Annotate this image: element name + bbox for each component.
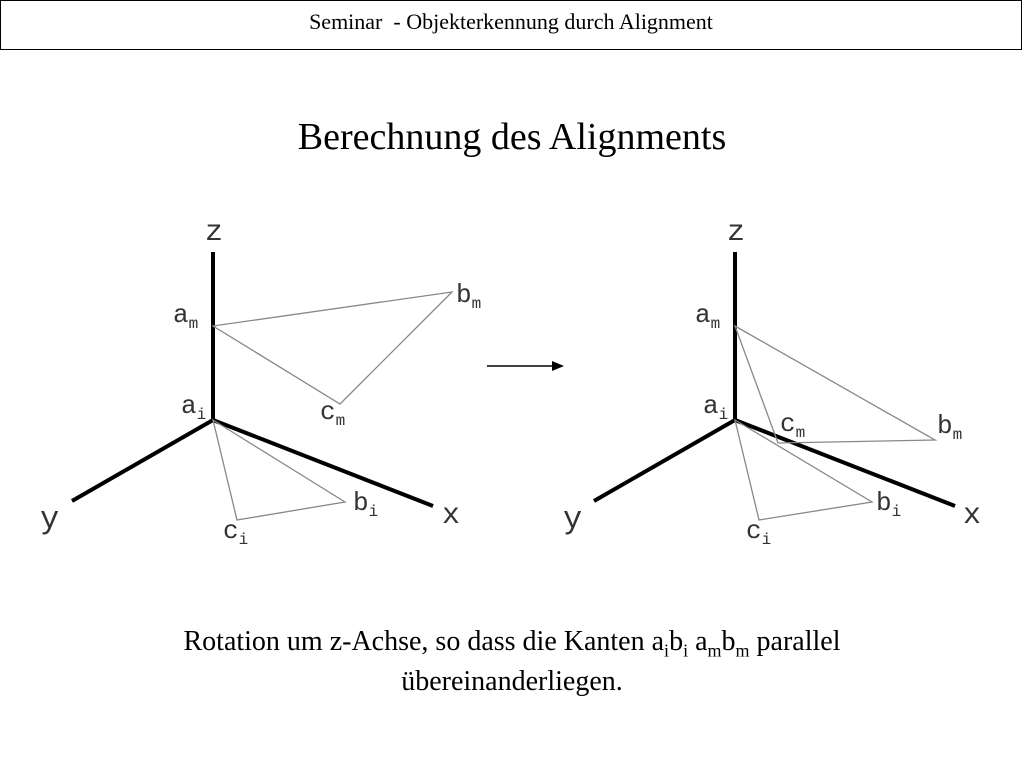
left-model-triangle — [213, 292, 452, 404]
left-y-axis — [72, 420, 213, 501]
right-labels — [563, 216, 981, 549]
right-diagram — [563, 216, 981, 549]
transition-arrow — [487, 361, 564, 371]
left-label-bm: bm — [456, 280, 482, 313]
caption-line2: übereinanderliegen. — [401, 666, 623, 697]
left-label-y: y — [40, 501, 60, 538]
caption-sub-i-1: i — [664, 640, 670, 661]
left-label-am: am — [173, 300, 199, 333]
right-label-y: y — [563, 501, 583, 538]
caption-a-2: a — [688, 626, 708, 657]
left-diagram — [40, 216, 481, 549]
caption-line1-suffix: parallel — [749, 626, 841, 657]
left-triangle-i — [213, 420, 345, 520]
caption-line1-prefix: Rotation um z-Achse, so dass die Kanten a — [183, 626, 665, 657]
right-label-bi: bi — [876, 488, 902, 521]
right-label-x: x — [963, 499, 982, 533]
left-x-axis — [213, 420, 433, 506]
right-label-z: z — [727, 216, 746, 250]
caption — [60, 622, 964, 702]
left-label-x: x — [442, 499, 461, 533]
right-label-bm: bm — [937, 411, 963, 444]
right-label-ci: ci — [746, 516, 772, 549]
left-triangle-m — [213, 292, 452, 404]
right-model-triangle — [735, 326, 935, 443]
left-image-triangle — [213, 420, 345, 520]
left-label-ci: ci — [223, 516, 249, 549]
caption-b-2: b — [721, 626, 736, 657]
caption-sub-i-2: i — [683, 640, 689, 661]
right-triangle-m — [735, 326, 935, 443]
caption-b-1: b — [669, 626, 684, 657]
right-label-ai: ai — [703, 391, 729, 424]
caption-sub-m-1: m — [707, 640, 722, 661]
left-label-ai: ai — [181, 391, 207, 424]
left-label-cm: cm — [320, 397, 346, 430]
header-title: Seminar - Objekterkennung durch Alignment — [309, 9, 713, 34]
right-y-axis — [594, 420, 735, 501]
left-label-z: z — [205, 216, 224, 250]
caption-sub-m-2: m — [735, 640, 750, 661]
left-axes — [72, 252, 433, 506]
slide-title: Berechnung des Alignments — [297, 116, 727, 158]
arrow-head — [552, 361, 564, 371]
right-label-cm: cm — [780, 409, 806, 442]
right-axes — [594, 252, 955, 506]
left-label-bi: bi — [353, 488, 379, 521]
right-label-am: am — [695, 300, 721, 333]
